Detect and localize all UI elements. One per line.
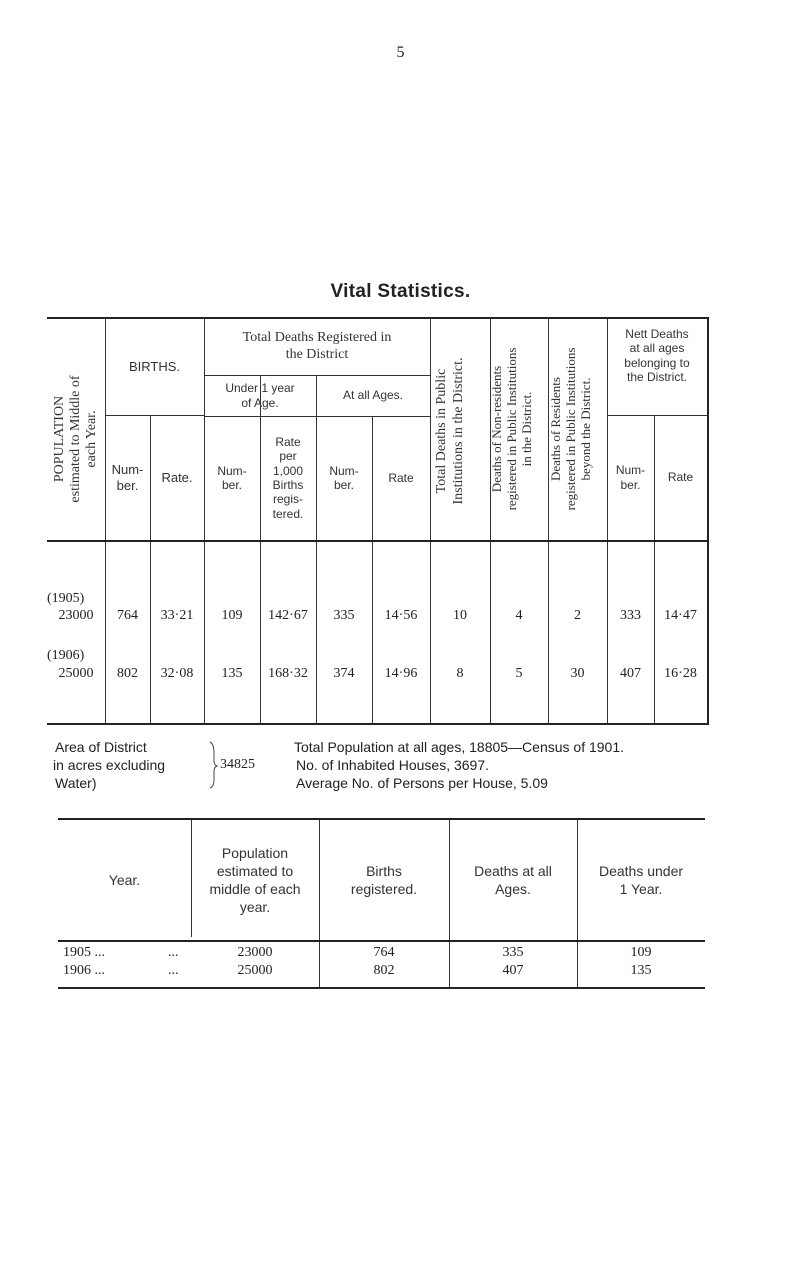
births-rate-header: Rate. xyxy=(161,469,193,485)
row-year: (1906) xyxy=(47,648,85,663)
institutions-value: 10 xyxy=(453,608,467,623)
inhabited-houses: No. of Inhabited Houses, 3697. xyxy=(296,757,490,773)
under-1-number-header: Num- ber. xyxy=(217,463,247,492)
institutions-value: 8 xyxy=(456,666,464,681)
nett-rate-header: Rate xyxy=(667,470,694,485)
all-ages-rate-value: 14·56 xyxy=(384,608,418,623)
area-label-line1: Area of District xyxy=(55,739,147,755)
population-value: 25000 xyxy=(58,666,94,681)
total-deaths-header: Total Deaths Registered in the District xyxy=(242,330,392,362)
nett-rate-value: 14·47 xyxy=(664,608,697,623)
population-value: 25000 xyxy=(237,963,273,978)
non-residents-header: Deaths of Non-residents registered in Public Institutions in the District. xyxy=(489,347,534,511)
population-header: POPULATION estimated to Middle of each Year. xyxy=(52,375,100,503)
under-1-rate-value: 142·67 xyxy=(268,608,308,623)
all-ages-number-value: 374 xyxy=(333,666,355,681)
year-header: Year. xyxy=(108,871,141,888)
births-rate-value: 33·21 xyxy=(160,608,194,623)
births-header: Births registered. xyxy=(350,862,418,897)
under-1-rate-value: 168·32 xyxy=(268,666,308,681)
all-ages-number-value: 335 xyxy=(333,608,355,623)
deaths-all-value: 335 xyxy=(502,945,524,960)
page-number: 5 xyxy=(396,44,405,61)
all-ages-rate-header: Rate xyxy=(388,470,414,485)
row-dots: ... xyxy=(168,945,179,960)
nett-deaths-header: Nett Deaths at all ages belonging to the District. xyxy=(624,327,690,385)
all-ages-number-header: Num- ber. xyxy=(329,463,359,492)
deaths-under-1-header: Deaths under 1 Year. xyxy=(598,862,684,897)
row-year: (1905) xyxy=(47,591,85,606)
yearly-summary-table xyxy=(58,818,705,989)
header-bottom-rule xyxy=(47,540,707,542)
brace-icon xyxy=(208,741,218,789)
all-ages-rate-value: 14·96 xyxy=(384,666,418,681)
births-value: 802 xyxy=(373,963,395,978)
residents-header: Deaths of Residents registered in Public Institutions beyond the District. xyxy=(548,347,593,511)
area-value: 34825 xyxy=(220,757,255,772)
under-1-header: Under 1 year of Age. xyxy=(225,381,295,410)
residents-value: 30 xyxy=(570,666,585,681)
deaths-all-value: 407 xyxy=(502,963,524,978)
deaths-under-1-value: 135 xyxy=(630,963,652,978)
nett-number-header: Num- ber. xyxy=(615,463,646,492)
total-population: Total Population at all ages, 18805—Census of 1901. xyxy=(294,739,625,755)
population-value: 23000 xyxy=(237,945,273,960)
under-1-number-value: 135 xyxy=(221,666,243,681)
nett-number-value: 333 xyxy=(620,608,641,623)
births-header: BIRTHS. xyxy=(128,359,181,375)
deaths-all-header: Deaths at all Ages. xyxy=(474,862,552,897)
nett-rate-value: 16·28 xyxy=(664,666,697,681)
births-value: 764 xyxy=(373,945,395,960)
page-title: Vital Statistics. xyxy=(330,281,471,302)
header-bottom-rule xyxy=(58,940,705,942)
under-1-rate-header: Rate per 1,000 Births regis- tered. xyxy=(272,434,304,521)
population-value: 23000 xyxy=(58,608,94,623)
all-ages-header: At all Ages. xyxy=(342,388,404,403)
population-header: Population estimated to middle of each year. xyxy=(209,844,301,916)
row-year: 1906 ... xyxy=(63,963,105,978)
row-year: 1905 ... xyxy=(63,945,105,960)
births-number-header: Num- ber. xyxy=(111,461,144,493)
deaths-under-1-value: 109 xyxy=(630,945,652,960)
area-label-line3: Water) xyxy=(55,775,97,791)
institutions-header: Total Deaths in Public Institutions in the District. xyxy=(434,357,466,505)
nett-number-value: 407 xyxy=(620,666,641,681)
row-dots: ... xyxy=(168,963,179,978)
residents-value: 2 xyxy=(574,608,581,623)
area-label-line2: in acres excluding xyxy=(53,757,166,773)
births-rate-value: 32·08 xyxy=(160,666,194,681)
vital-statistics-table xyxy=(47,317,709,725)
non-residents-value: 5 xyxy=(515,666,523,681)
under-1-number-value: 109 xyxy=(221,608,243,623)
average-persons: Average No. of Persons per House, 5.09 xyxy=(296,775,548,791)
births-number-value: 802 xyxy=(117,666,138,681)
column-divider xyxy=(430,319,431,723)
non-residents-value: 4 xyxy=(515,608,523,623)
births-number-value: 764 xyxy=(117,608,138,623)
